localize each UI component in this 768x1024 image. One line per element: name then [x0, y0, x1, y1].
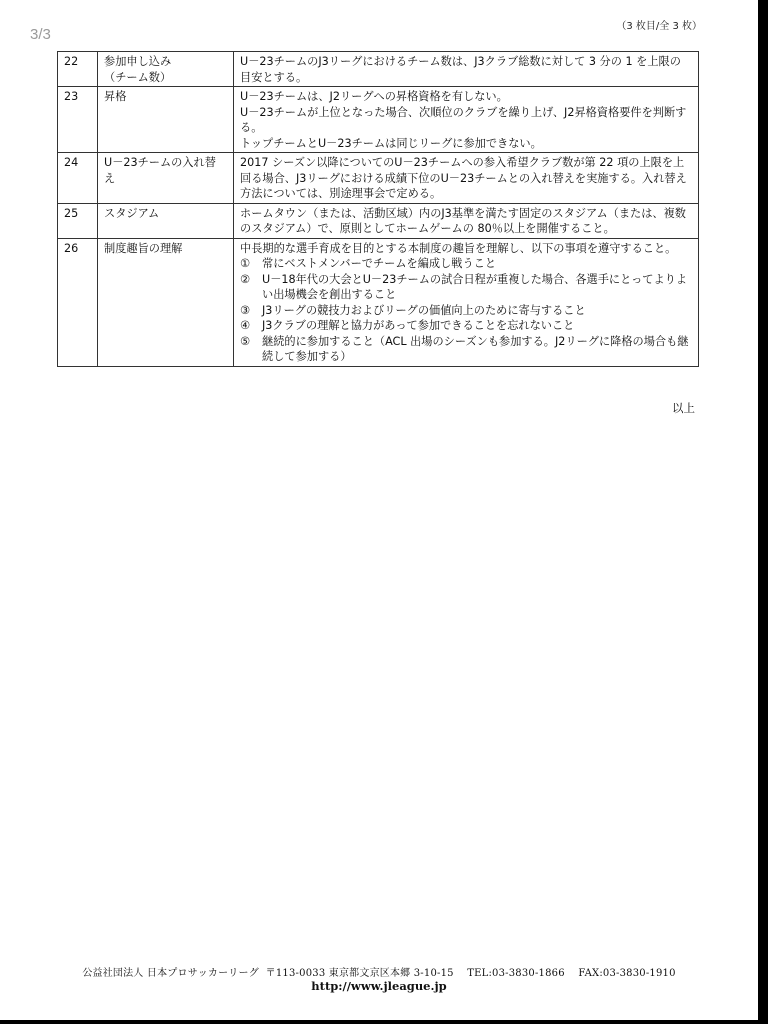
end-mark: 以上 — [672, 401, 695, 415]
row-content — [234, 87, 699, 153]
row-number: 24 — [58, 153, 98, 204]
list-marker: ① — [240, 257, 251, 270]
table-row — [58, 87, 699, 153]
content-line: 中長期的な選手育成を目的とする本制度の趣旨を理解し、以下の事項を遵守すること。 — [240, 241, 677, 255]
list-item-text: J3リーグの競技力およびリーグの価値向上のために寄与すること — [262, 303, 586, 317]
table-row — [58, 203, 699, 238]
footer-address: 〒113-0033 東京都文京区本郷 3-10-15 — [265, 968, 454, 979]
content-line: U－23チームのJ3リーグにおけるチーム数は、J3クラブ総数に対して 3 分の 1 を上限の目安とする。 — [240, 55, 681, 84]
list-marker: ③ — [240, 303, 251, 317]
list-item-text: 継続的に参加すること（ACL 出場のシーズンも参加する。J2リーグに降格の場合も継続して参加する） — [262, 334, 689, 363]
page-indicator: 3/3 — [30, 26, 51, 43]
list-marker: ⑤ — [240, 334, 251, 348]
footer-fax: FAX:03-3830-1910 — [578, 968, 676, 979]
row-item: 制度趣旨の理解 — [98, 238, 234, 366]
row-item: 参加申し込み （チーム数） — [98, 52, 234, 87]
content-line: ホームタウン（または、活動区域）内のJ3基準を満たす固定のスタジアム（または、複数のスタジアム）で、原則としてホームゲームの 80％以上を開催すること。 — [240, 206, 686, 235]
list-item — [240, 303, 692, 319]
table-row — [58, 238, 699, 366]
row-content — [234, 238, 699, 366]
content-line: 2017 シーズン以降についてのU－23チームへの参入希望クラブ数が第 22 項の上限を上回る場合、J3リーグにおける成績下位のU－23チームとの入れ替えを実施する。入れ替え方法については、別途理事会で定める。 — [240, 156, 687, 200]
row-number: 25 — [58, 203, 98, 238]
row-item: 昇格 — [98, 87, 234, 153]
row-number: 22 — [58, 52, 98, 87]
row-content — [234, 203, 699, 238]
footer-contact — [0, 964, 758, 979]
table-row — [58, 153, 699, 204]
content-line: U－23チームが上位となった場合、次順位のクラブを繰り上げ、J2昇格資格要件を判断する。 — [240, 105, 687, 134]
footer-url[interactable]: http://www.jleague.jp — [311, 979, 447, 993]
row-item: スタジアム — [98, 203, 234, 238]
table-row — [58, 52, 699, 87]
footer-org: 公益社団法人 日本プロサッカーリーグ — [82, 968, 259, 979]
row-content — [234, 153, 699, 204]
content-line: U－23チームは、J2リーグへの昇格資格を有しない。 — [240, 90, 508, 103]
list-item-text: 常にベストメンバーでチームを編成し戦うこと — [262, 257, 497, 270]
row-content — [234, 52, 699, 87]
rules-table — [57, 51, 699, 367]
list-item-text: U－18年代の大会とU－23チームの試合日程が重複した場合、各選手にとってよりよい出場機会を創出すること — [262, 272, 688, 301]
list-marker: ④ — [240, 319, 251, 332]
list-item — [240, 318, 692, 334]
row-item: U－23チームの入れ替え — [98, 153, 234, 204]
row-number: 23 — [58, 87, 98, 153]
content-line: トップチームとU－23チームは同じリーグに参加できない。 — [240, 136, 542, 150]
list-item-text: J3クラブの理解と協力があって参加できることを忘れないこと — [262, 319, 575, 332]
list-item — [240, 334, 692, 365]
footer-tel: TEL:03-3830-1866 — [467, 968, 565, 979]
list-marker: ② — [240, 272, 251, 286]
row-number: 26 — [58, 238, 98, 366]
list-item — [240, 272, 692, 303]
sheet-count: （3 枚目/全 3 枚） — [616, 21, 702, 32]
list-item — [240, 256, 692, 272]
